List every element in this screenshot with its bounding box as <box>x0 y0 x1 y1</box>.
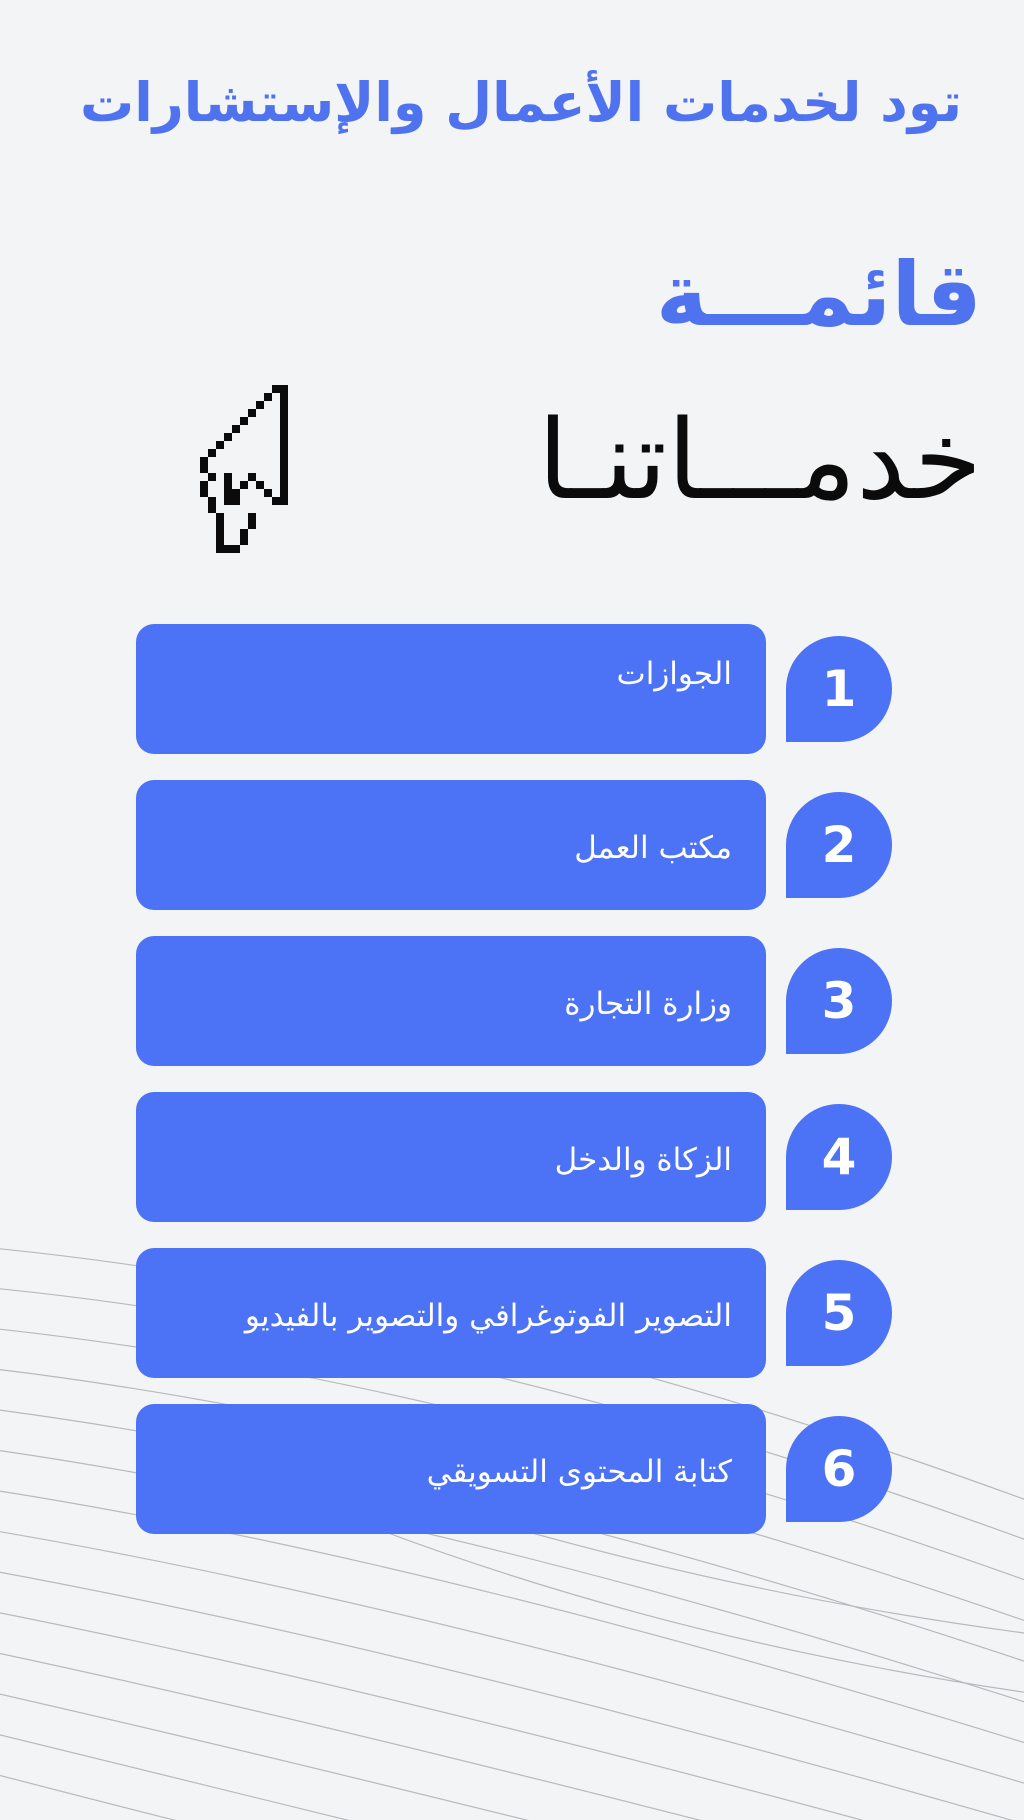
company-name: تود لخدمات الأعمال والإستشارات <box>79 71 962 134</box>
service-card <box>136 1404 766 1534</box>
service-number: 5 <box>821 1284 857 1342</box>
service-card <box>136 624 766 754</box>
service-number-badge <box>786 1104 892 1210</box>
menu-title: قائمـــة <box>655 243 982 346</box>
service-number: 2 <box>821 816 857 874</box>
service-item-6[interactable] <box>136 1404 890 1534</box>
service-number-badge <box>786 1416 892 1522</box>
service-item-1[interactable] <box>136 624 890 754</box>
service-item-2[interactable] <box>136 780 890 910</box>
services-title: خدمـــاتنـا <box>537 396 982 524</box>
service-number-badge <box>786 792 892 898</box>
service-label: التصوير الفوتوغرافي والتصوير بالفيديو <box>244 1298 732 1334</box>
service-number: 3 <box>821 972 857 1030</box>
service-item-5[interactable] <box>136 1248 890 1378</box>
service-number: 6 <box>821 1440 857 1498</box>
service-label: الزكاة والدخل <box>554 1142 732 1178</box>
service-label: كتابة المحتوى التسويقي <box>426 1454 732 1490</box>
service-label: الجوازات <box>616 656 732 692</box>
service-number: 1 <box>821 660 857 718</box>
service-item-4[interactable] <box>136 1092 890 1222</box>
service-item-3[interactable] <box>136 936 890 1066</box>
service-card <box>136 936 766 1066</box>
service-number-badge <box>786 948 892 1054</box>
service-label: مكتب العمل <box>574 830 732 866</box>
service-number-badge <box>786 636 892 742</box>
pixel-arrow-cursor-icon <box>200 385 296 553</box>
service-card <box>136 1248 766 1378</box>
service-number-badge <box>786 1260 892 1366</box>
service-card <box>136 1092 766 1222</box>
service-number: 4 <box>821 1128 857 1186</box>
service-card <box>136 780 766 910</box>
service-label: وزارة التجارة <box>564 986 732 1022</box>
